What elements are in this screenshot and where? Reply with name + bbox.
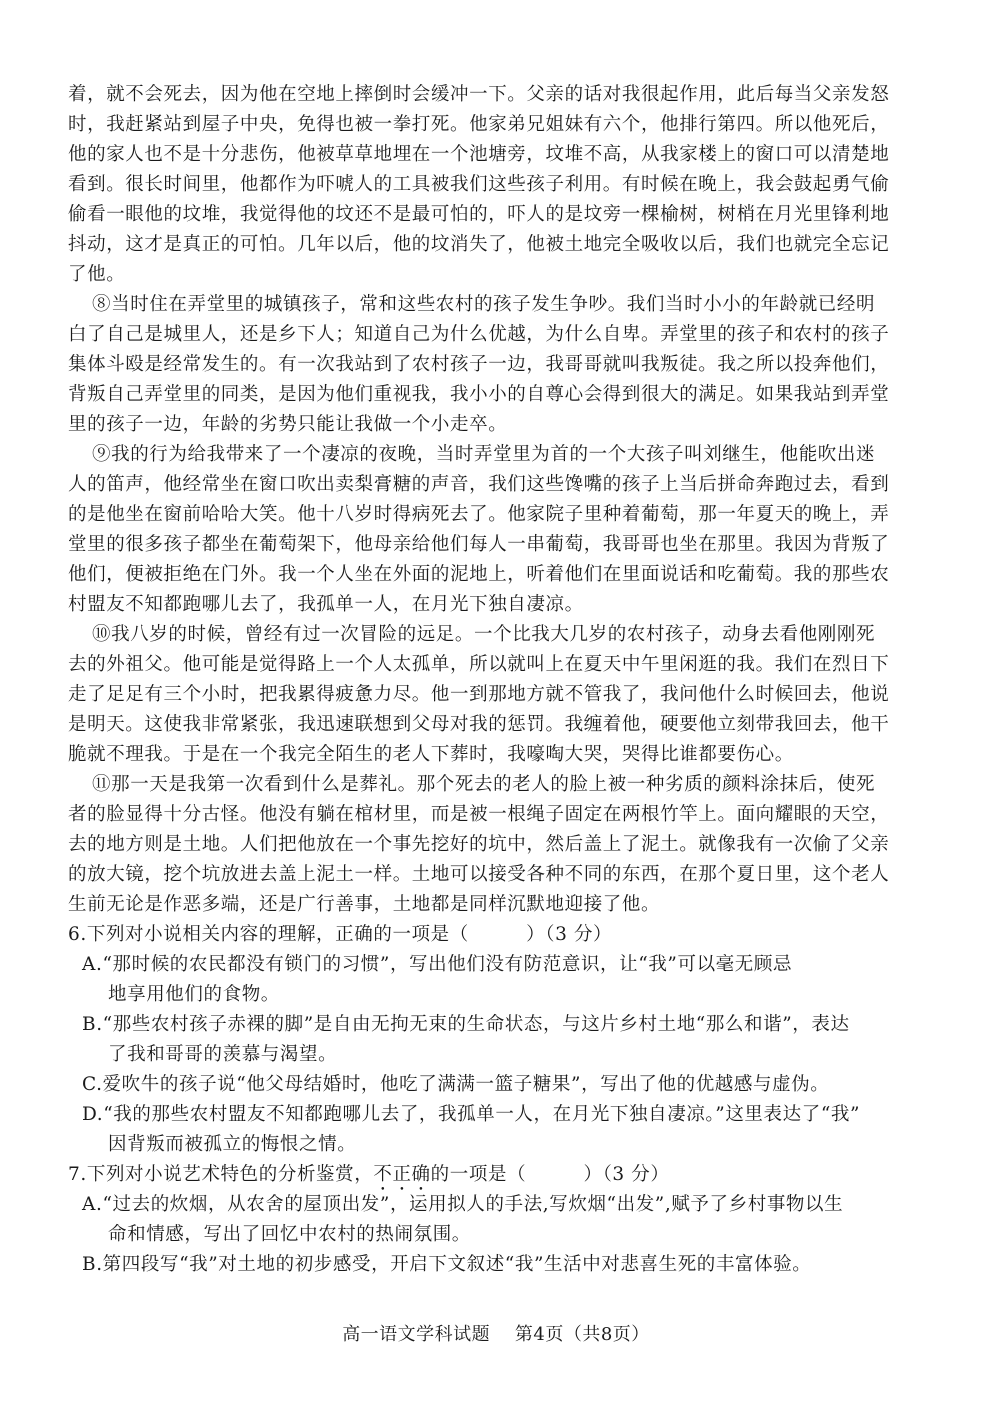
question-7-stem <box>68 1160 928 1190</box>
q6-option-a: A.“那时候的农民都没有锁门的习惯”，写出他们没有防范意识，让“我”可以毫无顾忌 <box>82 954 793 975</box>
passage-line: 里的孩子一边，年龄的劣势只能让我做一个小走卒。 <box>68 414 508 435</box>
q6-option-a-cont: 地享用他们的食物。 <box>108 984 280 1005</box>
q7-option-a-cont: 命和情感，写出了回忆中农村的热闹氛围。 <box>108 1224 471 1245</box>
passage-line: 的是他坐在窗前哈哈大笑。他十八岁时得病死去了。他家院子里种着葡萄，那一年夏天的晚上，弄 <box>68 504 890 525</box>
passage-line: 去的地方则是土地。人们把他放在一个事先挖好的坑中，然后盖上了泥土。就像我有一次偷了父亲 <box>68 834 890 855</box>
q7-stem-post: 的一项是（ ）（3 分） <box>430 1164 670 1185</box>
passage-line: 的放大镜，挖个坑放进去盖上泥土一样。土地可以接受各种不同的东西，在那个夏日里，这个老人 <box>68 864 890 885</box>
q6-option-b-cont: 了我和哥哥的羡慕与渴望。 <box>108 1044 338 1065</box>
passage-line: 人的笛声，他经常坐在窗口吹出卖梨膏糖的声音，我们这些馋嘴的孩子上当后拼命奔跑过去，看到 <box>68 474 890 495</box>
passage-line: 了他。 <box>68 264 126 285</box>
passage-line: 集体斗殴是经常发生的。有一次我站到了农村孩子一边，我哥哥就叫我叛徒。我之所以投奔他们， <box>68 354 890 375</box>
passage-line: 他们，便被拒绝在门外。我一个人坐在外面的泥地上，听着他们在里面说话和吃葡萄。我的那些农 <box>68 564 890 585</box>
passage-line: 脆就不理我。于是在一个我完全陌生的老人下葬时，我嚎啕大哭，哭得比谁都要伤心。 <box>68 744 794 765</box>
passage-line: 背叛自己弄堂里的同类，是因为他们重视我，我小小的自尊心会得到很大的满足。如果我站到弄堂 <box>68 384 890 405</box>
passage-line: 是明天。这使我非常紧张，我迅速联想到父母对我的惩罚。我缠着他，硬要他立刻带我回去，他干 <box>68 714 890 735</box>
paragraph-10-start: ⑩我八岁的时候，曾经有过一次冒险的远足。一个比我大几岁的农村孩子，动身去看他刚刚死 <box>92 624 876 645</box>
question-6-stem: 6.下列对小说相关内容的理解，正确的一项是（ ）（3 分） <box>68 924 613 945</box>
passage-line: 白了自己是城里人，还是乡下人；知道自己为什么优越，为什么自卑。弄堂里的孩子和农村的孩子 <box>68 324 890 345</box>
q7-stem-pre: 7.下列对小说艺术特色的分析鉴赏， <box>68 1164 374 1185</box>
passage-line: 生前无论是作恶多端，还是广行善事，土地都是同样沉默地迎接了他。 <box>68 894 661 915</box>
q7-option-b: B.第四段写“我”对土地的初步感受，开启下文叙述“我”生活中对悲喜生死的丰富体验。 <box>82 1254 812 1275</box>
passage-line: 偷看一眼他的坟堆，我觉得他的坟还不是最可怕的，吓人的是坟旁一棵榆树，树梢在月光里锋利地 <box>68 204 890 225</box>
q7-option-a: A.“过去的炊烟，从农舍的屋顶出发”，运用拟人的手法,写炊烟“出发”,赋予了乡村事物以生 <box>82 1194 844 1215</box>
passage-line: 着，就不会死去，因为他在空地上摔倒时会缓冲一下。父亲的话对我很起作用，此后每当父亲发怒 <box>68 84 890 105</box>
passage-line: 看到。很长时间里，他都作为吓唬人的工具被我们这些孩子利用。有时候在晚上，我会鼓起勇气偷 <box>68 174 890 195</box>
paragraph-8-start: ⑧当时住在弄堂里的城镇孩子，常和这些农村的孩子发生争吵。我们当时小小的年龄就已经明 <box>92 294 876 315</box>
passage-line: 村盟友不知都跑哪儿去了，我孤单一人，在月光下独自凄凉。 <box>68 594 584 615</box>
page-footer: 高一语文学科试题 第4页（共8页） <box>342 1324 650 1345</box>
q6-option-c: C.爱吹牛的孩子说“他父母结婚时，他吃了满满一篮子糖果”，写出了他的优越感与虚伪。 <box>82 1074 830 1095</box>
passage-line: 去的外祖父。他可能是觉得路上一个人太孤单，所以就叫上在夏天中午里闲逛的我。我们在烈日下 <box>68 654 890 675</box>
passage-line: 他的家人也不是十分悲伤，他被草草地埋在一个池塘旁，坟堆不高，从我家楼上的窗口可以清楚地 <box>68 144 890 165</box>
q6-option-d: D.“我的那些农村盟友不知都跑哪儿去了，我孤单一人，在月光下独自凄凉。”这里表达了“我” <box>82 1104 861 1125</box>
paragraph-9-start: ⑨我的行为给我带来了一个凄凉的夜晚，当时弄堂里为首的一个大孩子叫刘继生，他能吹出迷 <box>92 444 876 465</box>
paragraph-11-start: ⑪那一天是我第一次看到什么是葬礼。那个死去的老人的脸上被一种劣质的颜料涂抹后，使死 <box>92 774 876 795</box>
passage-line: 堂里的很多孩子都坐在葡萄架下，他母亲给他们每人一串葡萄，我哥哥也坐在那里。我因为背叛了 <box>68 534 890 555</box>
passage-line: 时，我赶紧站到屋子中央，免得也被一拳打死。他家弟兄姐妹有六个，他排行第四。所以他死后， <box>68 114 890 135</box>
page-content <box>68 80 928 1280</box>
passage-line: 者的脸显得十分古怪。他没有躺在棺材里，而是被一根绳子固定在两根竹竿上。面向耀眼的天空， <box>68 804 890 825</box>
q6-option-b: B.“那些农村孩子赤裸的脚”是自由无拘无束的生命状态，与这片乡村土地“那么和谐”，表达 <box>82 1014 850 1035</box>
q7-stem-emphasis: 不正确 <box>373 1164 431 1185</box>
passage-line: 抖动，这才是真正的可怕。几年以后，他的坟消失了，他被土地完全吸收以后，我们也就完全忘记 <box>68 234 890 255</box>
q6-option-d-cont: 因背叛而被孤立的悔恨之情。 <box>108 1134 357 1155</box>
passage-line: 走了足足有三个小时，把我累得疲惫力尽。他一到那地方就不管我了，我问他什么时候回去，他说 <box>68 684 890 705</box>
